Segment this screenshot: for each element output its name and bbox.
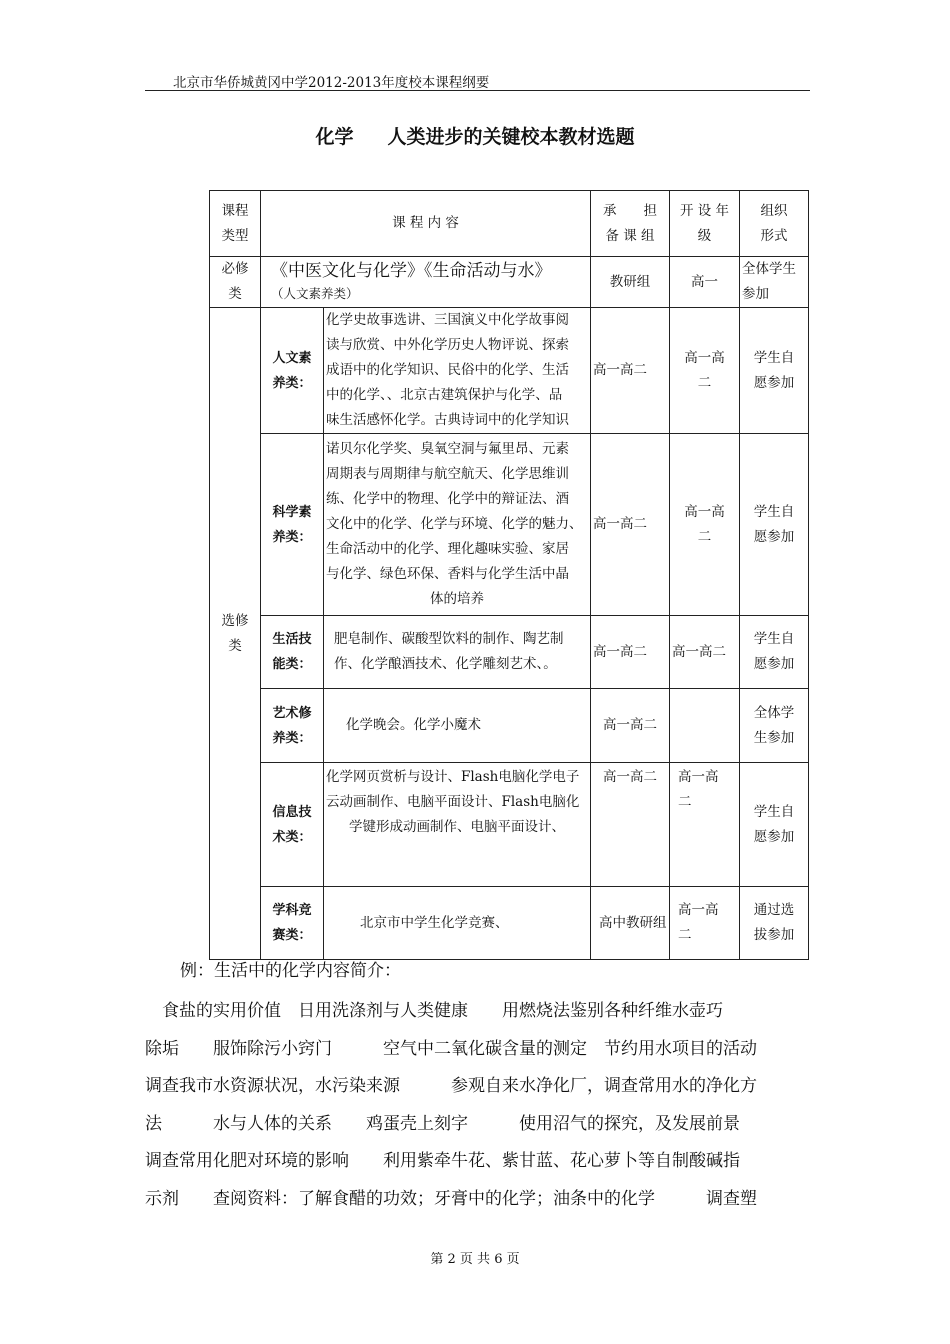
- table-row: [210, 689, 809, 763]
- page-header: [145, 68, 810, 91]
- elective-type-cell: 选修 类: [210, 308, 261, 960]
- table-row: [210, 308, 809, 434]
- header-course-content: 课 程 内 容: [261, 191, 591, 257]
- grade-cell: 高一高 二: [670, 308, 740, 434]
- required-group-cell: 教研组: [591, 257, 670, 308]
- required-type-cell: 必修 类: [210, 257, 261, 308]
- category-cell: 信息技 术类：: [261, 763, 324, 887]
- page-footer: 第 2 页 共 6 页: [430, 1252, 520, 1267]
- body-line: 食盐的实用价值 日用洗涤剂与人类健康 用燃烧法鉴别各种纤维水壶巧: [145, 1001, 723, 1021]
- table-row: [210, 763, 809, 887]
- content-cell: 北京市中学生化学竞赛、: [324, 887, 591, 960]
- table-header-row: [210, 191, 809, 257]
- body-line: 调查我市水资源状况，水污染来源 参观自来水净化厂，调查常用水的净化方: [145, 1076, 757, 1096]
- table-row-required: [210, 257, 809, 308]
- course-table: [209, 190, 809, 960]
- category-cell: 科学素 养类：: [261, 434, 324, 616]
- body-line: 除垢 服饰除污小窍门 空气中二氧化碳含量的测定 节约用水项目的活动: [145, 1038, 757, 1059]
- body-line: 调查常用化肥对环境的影响 利用紫牵牛花、紫甘蓝、花心萝卜等自制酸碱指: [145, 1151, 740, 1171]
- body-paragraph: [145, 993, 810, 1218]
- group-cell: 高一高二: [591, 763, 670, 887]
- group-cell: 高一高二: [591, 616, 670, 689]
- header-prep-group: 承 担 备 课 组: [591, 191, 670, 257]
- category-cell: 人文素 养类：: [261, 308, 324, 434]
- content-cell: 化学史故事选讲、三国演义中化学故事阅 读与欣赏、中外化学历史人物评说、探索 成语中的化学知识、民俗中的化学、生活 中的化学、、北京古建筑保护与化学、品 味生活感怀化学。古典诗词中的化学知识: [324, 308, 591, 434]
- group-cell: 高一高二: [591, 308, 670, 434]
- category-cell: 学科竞 赛类：: [261, 887, 324, 960]
- form-cell: 学生自 愿参加: [740, 616, 809, 689]
- form-cell: 学生自 愿参加: [740, 308, 809, 434]
- required-form-cell: 全体学生 参加: [740, 257, 809, 308]
- table-row: [210, 887, 809, 960]
- header-form: 组织 形式: [740, 191, 809, 257]
- form-cell: 通过选 拔参加: [740, 887, 809, 960]
- category-cell: 生活技 能类：: [261, 616, 324, 689]
- required-grade-cell: 高一: [670, 257, 740, 308]
- example-heading: 例：生活中的化学内容简介：: [180, 961, 401, 981]
- body-line: 法 水与人体的关系 鸡蛋壳上刻字 使用沼气的探究，及发展前景: [145, 1113, 740, 1134]
- group-cell: 高中教研组: [591, 887, 670, 960]
- table-row: [210, 434, 809, 616]
- content-cell: 肥皂制作、碳酸型饮料的制作、陶艺制 作、化学酿酒技术、化学雕刻艺术、。: [324, 616, 591, 689]
- grade-cell: 高一高 二: [670, 887, 740, 960]
- group-cell: 高一高二: [591, 689, 670, 763]
- required-content-cell: 《中医文化与化学》《生命活动与水》 （人文素养类）: [261, 257, 591, 308]
- header-grade: 开 设 年 级: [670, 191, 740, 257]
- grade-cell: 高一高 二: [670, 434, 740, 616]
- header-text: 北京市华侨城黄冈中学2012-2013年度校本课程纲要: [173, 75, 490, 91]
- category-cell: 艺术修 养类：: [261, 689, 324, 763]
- grade-cell: 高一高 二: [670, 763, 740, 887]
- form-cell: 学生自 愿参加: [740, 763, 809, 887]
- grade-cell: 高一高二: [670, 616, 740, 689]
- group-cell: 高一高二: [591, 434, 670, 616]
- content-cell: 化学晚会。化学小魔术: [324, 689, 591, 763]
- title-topic: 人类进步的关键校本教材选题: [387, 126, 635, 148]
- form-cell: 全体学 生参加: [740, 689, 809, 763]
- form-cell: 学生自 愿参加: [740, 434, 809, 616]
- header-course-type: 课程 类型: [210, 191, 261, 257]
- title-subject: 化学: [315, 126, 354, 148]
- document-title: [0, 122, 950, 149]
- content-cell: 化学网页赏析与设计、Flash电脑化学电子 云动画制作、电脑平面设计、Flash电脑化 学键形成动画制作、电脑平面设计、: [324, 763, 591, 887]
- grade-cell: [670, 689, 740, 763]
- table-row: [210, 616, 809, 689]
- body-line: 示剂 查阅资料：了解食醋的功效；牙膏中的化学；油条中的化学 调查塑: [145, 1188, 757, 1209]
- content-cell: 诺贝尔化学奖、臭氧空洞与氟里昂、元素 周期表与周期律与航空航天、化学思维训 练、化学中的物理、化学中的辩证法、酒 文化中的化学、化学与环境、化学的魅力、 生命活动中的化学、理化趣味实验、家居 与化学、绿色环保、香料与化学生活中晶 体的培养: [324, 434, 591, 616]
